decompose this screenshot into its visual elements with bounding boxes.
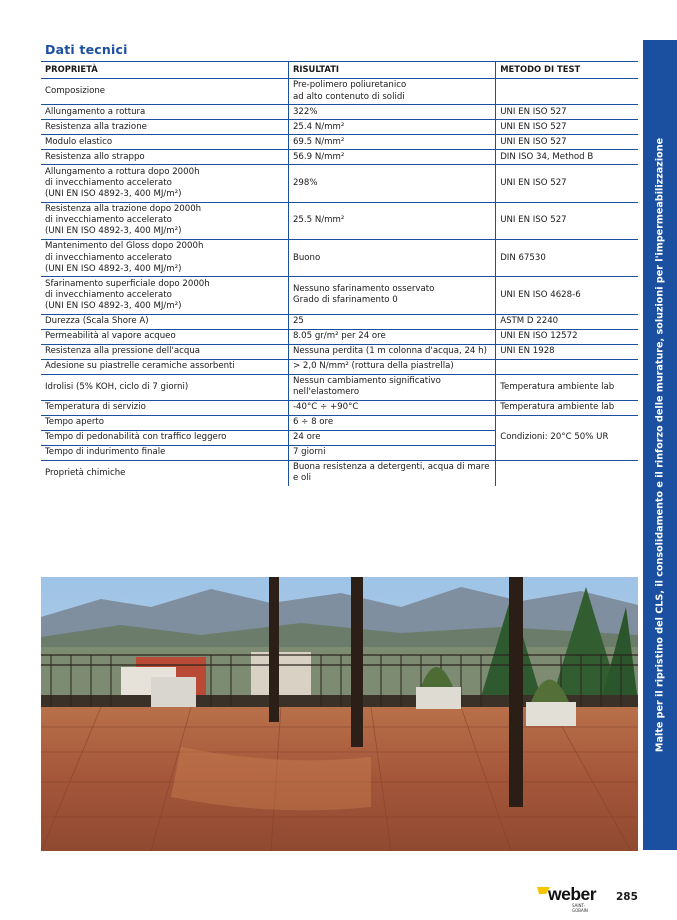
result-cell <box>288 150 495 165</box>
page-number: 285 <box>616 891 638 903</box>
cell-text-line: Grado di sfarinamento 0 <box>292 295 398 306</box>
method-cell <box>496 135 638 150</box>
property-cell <box>41 105 288 120</box>
property-cell <box>41 445 288 460</box>
table-row <box>41 105 638 120</box>
property-cell <box>41 329 288 344</box>
method-cell <box>496 400 638 415</box>
cell-text-line: Nessuno sfarinamento osservato <box>292 284 435 295</box>
table-row <box>41 120 638 135</box>
cell-text-line: 298% <box>292 177 318 188</box>
table-row <box>41 400 638 415</box>
logo-subtext: SAINT-GOBAIN <box>572 903 588 913</box>
property-cell <box>41 239 288 276</box>
property-cell <box>41 344 288 359</box>
cell-text-line: Mantenimento del Gloss dopo 2000h <box>45 241 204 252</box>
cell-text-line: -40°C ÷ +90°C <box>292 402 359 413</box>
cell-text-line: Idrolisi (5% KOH, ciclo di 7 giorni) <box>45 381 189 392</box>
cell-text-line: UNI EN ISO 527 <box>500 121 567 132</box>
property-cell <box>41 120 288 135</box>
property-cell <box>41 374 288 400</box>
cell-text-line: > 2,0 N/mm² (rottura della piastrella) <box>292 361 454 372</box>
cell-text-line: Temperatura ambiente lab <box>500 402 615 413</box>
property-cell <box>41 359 288 374</box>
method-cell <box>496 314 638 329</box>
cell-text-line: UNI EN ISO 527 <box>500 177 567 188</box>
result-cell <box>288 165 495 202</box>
cell-text-line: nell'elastomero <box>292 387 360 398</box>
cell-text-line: (UNI EN ISO 4892-3, 400 MJ/m²) <box>45 188 182 199</box>
cell-text-line: Allungamento a rottura dopo 2000h <box>45 166 200 177</box>
cell-text-line: Resistenza alla trazione dopo 2000h <box>45 203 202 214</box>
cell-text-line: di invecchiamento accelerato <box>45 177 172 188</box>
property-cell <box>41 415 288 430</box>
cell-text-line: di invecchiamento accelerato <box>45 215 172 226</box>
method-cell <box>496 239 638 276</box>
method-cell <box>496 460 638 486</box>
property-cell <box>41 277 288 314</box>
cell-text-line: UNI EN ISO 12572 <box>500 331 578 342</box>
cell-text-line: Pre-polimero poliuretanico <box>292 80 407 91</box>
cell-text-line: UNI EN 1928 <box>500 346 555 357</box>
cell-text-line: Condizioni: 20°C 50% UR <box>500 432 609 443</box>
table-row <box>41 165 638 202</box>
table-row <box>41 79 638 105</box>
table-header-row <box>41 62 638 79</box>
cell-text-line: (UNI EN ISO 4892-3, 400 MJ/m²) <box>45 263 182 274</box>
table-row <box>41 202 638 239</box>
cell-text-line: 8.05 gr/m² per 24 ore <box>292 331 386 342</box>
result-cell <box>288 79 495 105</box>
result-cell <box>288 344 495 359</box>
cell-text-line: Modulo elastico <box>45 136 113 147</box>
result-cell <box>288 105 495 120</box>
property-cell <box>41 314 288 329</box>
cell-text-line: Resistenza alla pressione dell'acqua <box>45 346 201 357</box>
table-row <box>41 359 638 374</box>
result-cell <box>288 329 495 344</box>
method-cell <box>496 374 638 400</box>
table-row <box>41 277 638 314</box>
method-cell <box>496 105 638 120</box>
cell-text-line: DIN ISO 34, Method B <box>500 151 594 162</box>
terrace-photo <box>41 577 638 851</box>
cell-text-line: Permeabilità al vapore acqueo <box>45 331 176 342</box>
method-cell <box>496 329 638 344</box>
result-cell <box>288 239 495 276</box>
cell-text-line: UNI EN ISO 4628-6 <box>500 289 581 300</box>
method-cell <box>496 415 638 460</box>
cell-text-line: 25.4 N/mm² <box>292 121 345 132</box>
cell-text-line: 25.5 N/mm² <box>292 215 345 226</box>
cell-text-line: Tempo di indurimento finale <box>45 447 166 458</box>
table-row <box>41 374 638 400</box>
cell-text-line: Proprietà chimiche <box>45 467 126 478</box>
property-cell <box>41 430 288 445</box>
cell-text-line: Composizione <box>45 85 106 96</box>
cell-text-line: Tempo di pedonabilità con traffico leggero <box>45 432 227 443</box>
cell-text-line: Resistenza alla trazione <box>45 121 147 132</box>
cell-text-line: UNI EN ISO 527 <box>500 106 567 117</box>
table-row <box>41 460 638 486</box>
method-cell <box>496 202 638 239</box>
table-row <box>41 150 638 165</box>
result-cell <box>288 415 495 430</box>
cell-text-line: (UNI EN ISO 4892-3, 400 MJ/m²) <box>45 301 182 312</box>
weber-logo <box>537 882 601 912</box>
table-row <box>41 314 638 329</box>
side-chapter-text: Malte per il ripristino del CLS, il consolidamento e il rinforzo delle murature, soluzioni per l'impermeabilizzazione <box>654 137 666 753</box>
method-cell <box>496 150 638 165</box>
cell-text-line: 6 ÷ 8 ore <box>292 417 334 428</box>
technical-data-table <box>41 61 638 486</box>
method-cell <box>496 79 638 105</box>
cell-text-line: Temperatura ambiente lab <box>500 381 615 392</box>
method-cell <box>496 120 638 135</box>
cell-text-line: Tempo aperto <box>45 417 105 428</box>
result-cell <box>288 359 495 374</box>
result-cell <box>288 277 495 314</box>
result-cell <box>288 135 495 150</box>
result-cell <box>288 120 495 135</box>
cell-text-line: Buona resistenza a detergenti, acqua di mare e oli <box>292 462 490 484</box>
result-cell <box>288 202 495 239</box>
result-cell <box>288 430 495 445</box>
method-cell <box>496 344 638 359</box>
property-cell <box>41 150 288 165</box>
result-cell <box>288 374 495 400</box>
property-cell <box>41 400 288 415</box>
cell-text-line: Adesione su piastrelle ceramiche assorbenti <box>45 361 235 372</box>
cell-text-line: 322% <box>292 106 318 117</box>
result-cell <box>288 314 495 329</box>
cell-text-line: UNI EN ISO 527 <box>500 136 567 147</box>
header-results: RISULTATI <box>288 62 495 79</box>
method-cell <box>496 359 638 374</box>
table-row <box>41 135 638 150</box>
method-cell <box>496 165 638 202</box>
header-property: PROPRIETÀ <box>41 62 288 79</box>
cell-text-line: di invecchiamento accelerato <box>45 252 172 263</box>
cell-text-line: 7 giorni <box>292 447 326 458</box>
cell-text-line: Resistenza allo strappo <box>45 151 145 162</box>
cell-text-line: 56.9 N/mm² <box>292 151 345 162</box>
property-cell <box>41 135 288 150</box>
section-title: Dati tecnici <box>45 42 128 57</box>
cell-text-line: Nessun cambiamento significativo <box>292 376 441 387</box>
cell-text-line: DIN 67530 <box>500 252 546 263</box>
table-row <box>41 329 638 344</box>
cell-text-line: Durezza (Scala Shore A) <box>45 316 149 327</box>
cell-text-line: 25 <box>292 316 304 327</box>
property-cell <box>41 79 288 105</box>
table-row <box>41 239 638 276</box>
cell-text-line: Allungamento a rottura <box>45 106 146 117</box>
cell-text-line: (UNI EN ISO 4892-3, 400 MJ/m²) <box>45 226 182 237</box>
logo-wordmark: weber <box>548 884 597 904</box>
cell-text-line: di invecchiamento accelerato <box>45 289 172 300</box>
cell-text-line: Sfarinamento superficiale dopo 2000h <box>45 278 210 289</box>
table-row <box>41 344 638 359</box>
result-cell <box>288 445 495 460</box>
cell-text-line: UNI EN ISO 527 <box>500 215 567 226</box>
table-row <box>41 415 638 430</box>
method-cell <box>496 277 638 314</box>
cell-text-line: 69.5 N/mm² <box>292 136 345 147</box>
cell-text-line: ASTM D 2240 <box>500 316 559 327</box>
property-cell <box>41 202 288 239</box>
cell-text-line: 24 ore <box>292 432 321 443</box>
result-cell <box>288 460 495 486</box>
result-cell <box>288 400 495 415</box>
cell-text-line: Buono <box>292 252 321 263</box>
cell-text-line: ad alto contenuto di solidi <box>292 91 405 102</box>
property-cell <box>41 165 288 202</box>
property-cell <box>41 460 288 486</box>
cell-text-line: Temperatura di servizio <box>45 402 146 413</box>
cell-text-line: Nessuna perdita (1 m colonna d'acqua, 24 h) <box>292 346 487 357</box>
header-test-method: METODO DI TEST <box>496 62 638 79</box>
